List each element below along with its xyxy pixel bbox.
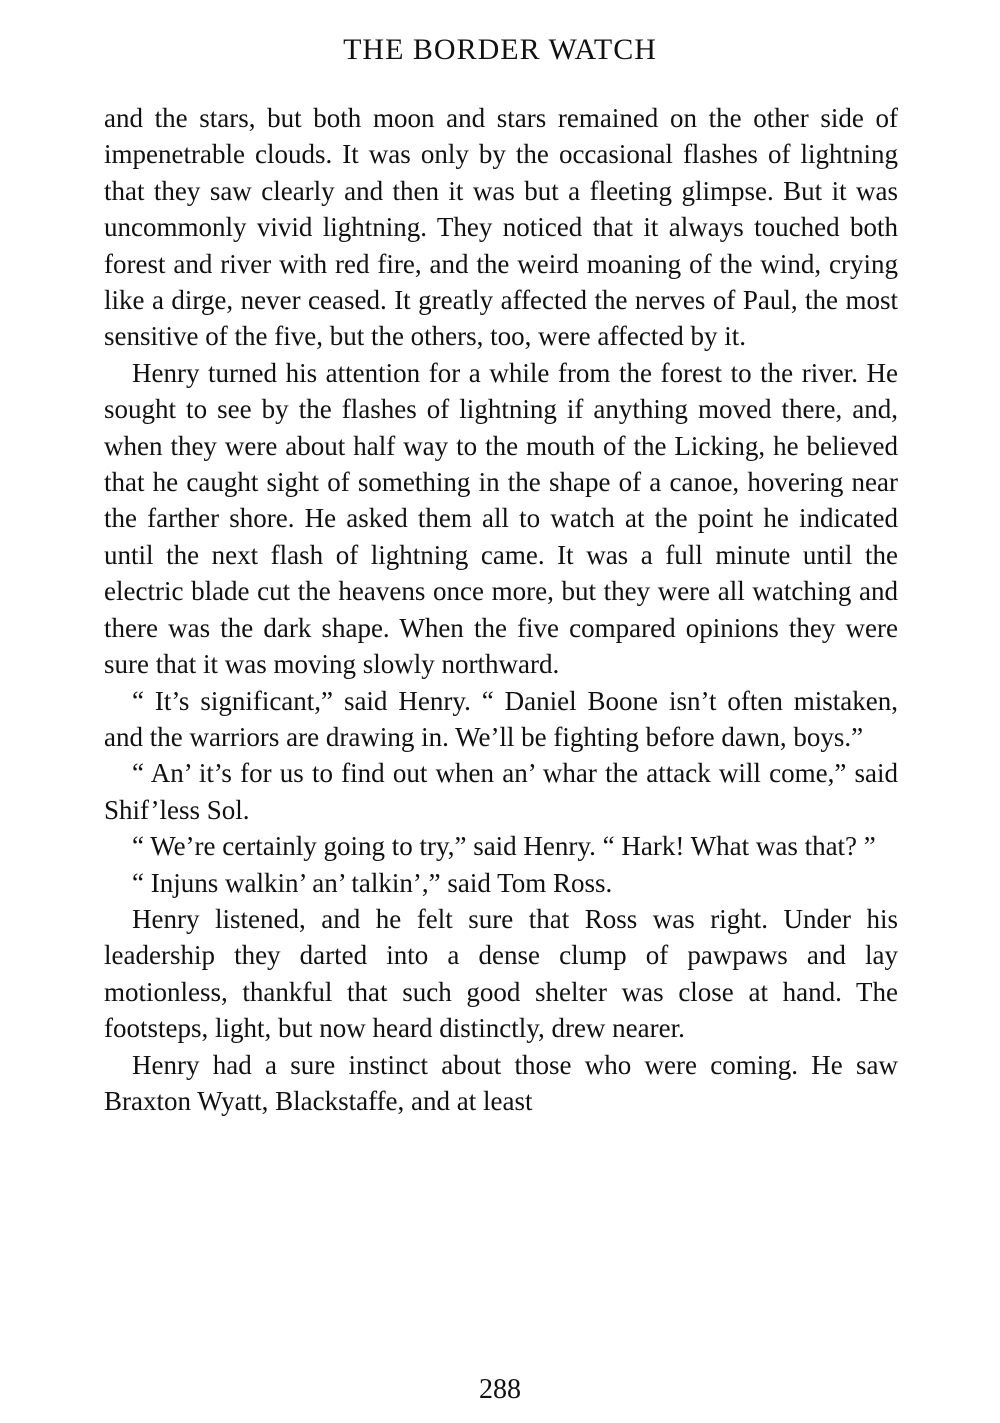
body-text [104,100,898,1119]
paragraph-6: “ Injuns walkin’ an’ talkin’,” said Tom Ross. [132,867,613,898]
paragraph-3: “ It’s significant,” said Henry. “ Daniel Boone isn’t often mistaken, and the warriors are drawing in. We’ll be fighting before dawn, boys.” [104,685,898,752]
paragraph-5: “ We’re certainly going to try,” said Henry. “ Hark! What was that? ” [132,831,876,862]
paragraph-7: Henry listened, and he felt sure that Ross was right. Under his leadership they darted into a dense clump of pawpaws and lay motionless, thankful that such good shelter was close at hand. The footsteps, light, but now heard distinctly, drew nearer. [104,903,898,1044]
paragraph-1: and the stars, but both moon and stars remained on the other side of impenetrable clouds. It was only by the occasional flashes of lightning that they saw clearly and then it was but a fleeting glimpse. But it was uncommonly vivid lightning. They noticed that it always touched both forest and river with red fire, and the weird moaning of the wind, crying like a dirge, never ceased. It greatly affected the nerves of Paul, the most sensitive of the five, but the others, too, were affected by it. [104,103,898,352]
paragraph-4: “ An’ it’s for us to find out when an’ whar the attack will come,” said Shif’less Sol. [104,758,898,825]
paragraph-8: Henry had a sure instinct about those who were coming. He saw Braxton Wyatt, Blackstaffe, and at least [104,1049,898,1116]
running-head: THE BORDER WATCH [343,33,657,66]
paragraph-2: Henry turned his attention for a while from the forest to the river. He sought to see by the flashes of lightning if anything moved there, and, when they were about half way to the mouth of the Licking, he believed that he caught sight of something in the shape of a canoe, hovering near the farther shore. He asked them all to watch at the point he indicated until the next flash of lightning came. It was a full minute until the electric blade cut the heavens once more, but they were all watching and there was the dark shape. When the five compared opinions they were sure that it was moving slowly northward. [104,357,898,680]
page-number: 288 [479,1374,521,1405]
